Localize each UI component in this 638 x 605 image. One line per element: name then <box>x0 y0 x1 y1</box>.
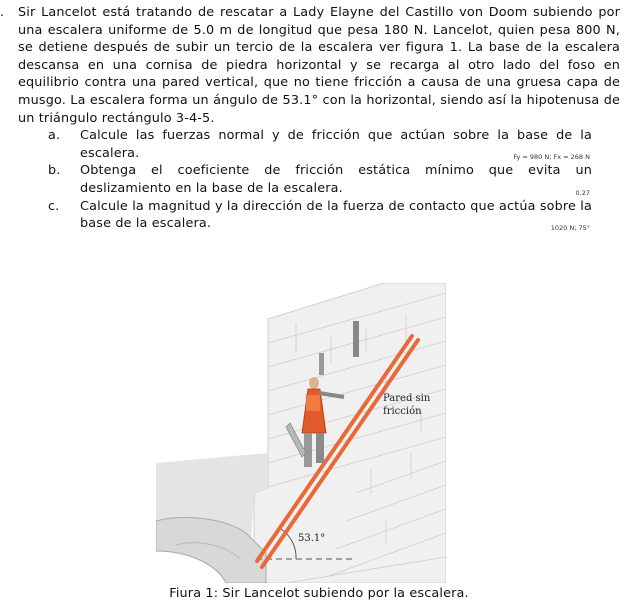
ladder-figure <box>156 283 446 583</box>
figure-caption: Fiura 1: Sir Lancelot subiendo por la escalera. <box>169 586 469 601</box>
item-answer: Fy = 980 N; Fx = 268 N <box>513 153 590 162</box>
wall-window <box>319 353 324 375</box>
wall-label: Pared sin <box>383 393 431 404</box>
question-item-a <box>0 127 620 162</box>
item-answer: 1020 N; 75° <box>550 223 590 232</box>
wall-window <box>353 321 359 357</box>
question-list <box>0 127 620 233</box>
item-text: Obtenga el coeficiente de fricción estática mínimo que evita un deslizamiento en la base de la escalera. <box>80 163 592 196</box>
wall-label: fricción <box>383 406 422 417</box>
statement-text: Sir Lancelot está tratando de rescatar a Lady Elayne del Castillo von Doom subiendo por una escalera uniforme de 5.0 m de longitud que pesa 180 N. Lancelot, quien pesa 800 N, se detiene después de subir un tercio de la escalera ver figura 1. La base de la escalera descansa en una cornisa de piedra horizontal y se recarga al otro lado del foso en equilibrio contra una pared vertical, que no tiene fricción a causa de una gruesa capa de musgo. La escalera forma un ángulo de 53.1° con la horizontal, siendo así la hipotenusa de un triángulo rectángulo 3-4-5. <box>18 5 620 126</box>
item-letter: a. <box>48 128 61 144</box>
item-text: Calcule las fuerzas normal y de fricción que actúan sobre la base de la escalera. <box>80 128 592 161</box>
problem-block <box>0 4 620 233</box>
problem-statement <box>0 4 620 127</box>
item-answer: 0.27 <box>575 188 590 197</box>
item-letter: b. <box>48 163 61 179</box>
question-item-b <box>0 162 620 197</box>
problem-number: . <box>0 5 5 20</box>
ladder-illustration <box>156 283 446 583</box>
item-text: Calcule la magnitud y la dirección de la fuerza de contacto que actúa sobre la base de la escalera. <box>80 198 592 232</box>
angle-label: 53.1° <box>298 533 326 544</box>
question-item-c <box>0 198 620 233</box>
item-letter: c. <box>48 198 60 214</box>
